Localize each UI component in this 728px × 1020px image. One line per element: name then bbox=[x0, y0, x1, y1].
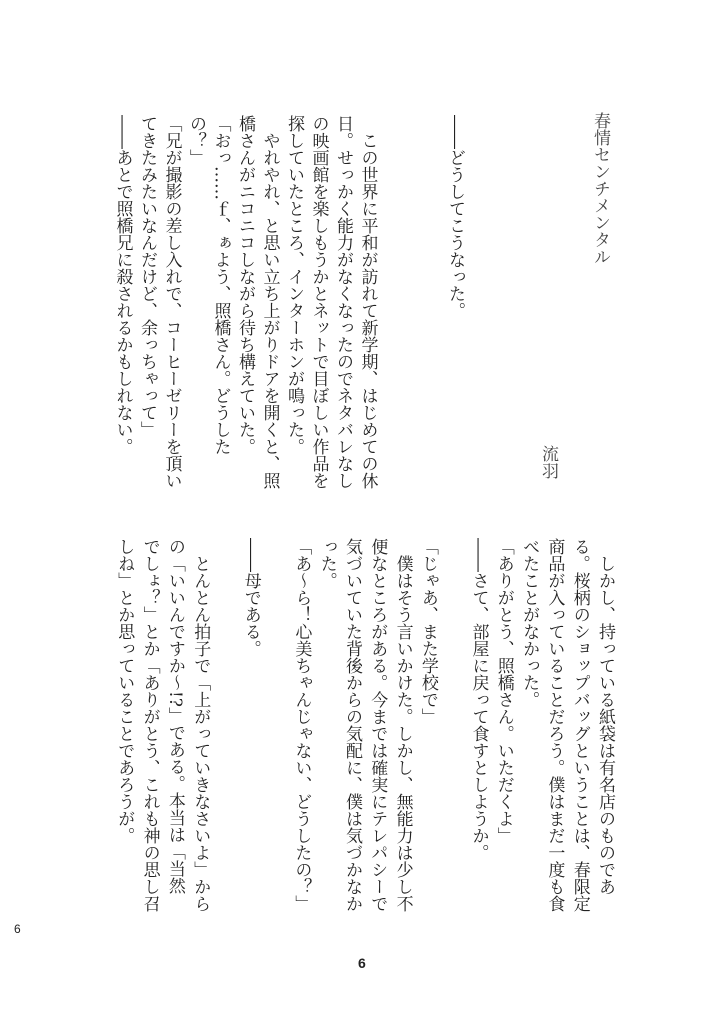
dash-line: ――あとで照橋兄に殺されるかもしれない。 bbox=[112, 115, 133, 455]
body-line: 便なところがある。今までは確実にテレパシーで bbox=[367, 538, 388, 912]
story-title: 春情センチメンタル bbox=[590, 112, 610, 265]
body-line: 探していたところ、インターホンが鳴った。 bbox=[284, 115, 304, 455]
body-line: 日。せっかく能力がなくなったのでネタバレなし bbox=[333, 115, 353, 489]
body-line: やれやれ、と思い立ち上がりドアを開くと、照 bbox=[259, 115, 280, 489]
body-line: この世界に平和が訪れて新学期、はじめての休 bbox=[357, 115, 378, 489]
body-line: 橋さんがニコニコしながら待ち構えていた。 bbox=[235, 115, 255, 455]
body-line: 「おっ……ｆ、ぁよう、照橋さん。どうした bbox=[210, 115, 231, 455]
body-line: 商品が入っていることだろう。僕はまだ一度も食 bbox=[544, 538, 565, 912]
dash-line: ――母である。 bbox=[240, 538, 261, 657]
body-line: てきたみたいなんだけど、余っちゃって」 bbox=[137, 115, 157, 438]
body-line: 気づいていた背後からの気配に、僕は気づかなか bbox=[342, 538, 362, 912]
body-line: の「いいんですか～!?」である。本当は「当然 bbox=[164, 538, 185, 894]
body-line: しかし、持っている紙袋は有名店のものであ bbox=[595, 538, 615, 895]
body-line: 「兄が撮影の差し入れで、コーヒーゼリーを頂い bbox=[161, 115, 182, 489]
body-line: べたことがなかった。 bbox=[519, 538, 540, 708]
author-name: 流羽 bbox=[538, 445, 558, 479]
body-line: しね」とか思っていることであろうが。 bbox=[114, 538, 135, 844]
body-line: 「ありがとう、照橋さん。いただくよ」 bbox=[493, 538, 514, 844]
body-line: る。桜柄のショップバッグということは、春限定 bbox=[569, 538, 590, 912]
body-line: の？」 bbox=[186, 115, 206, 166]
body-line: 「あ～ら！心美ちゃんじゃない、どうしたの？」 bbox=[291, 538, 312, 912]
dash-line: ――どうしてこうなった。 bbox=[445, 115, 465, 319]
body-line: でしょ？」とか「ありがとう、これも神の思し召 bbox=[139, 538, 160, 912]
page-number: 6 bbox=[358, 955, 366, 971]
body-line: 「じゃあ、また学校で」 bbox=[417, 538, 438, 725]
body-line: の映画館を楽しもうかとネットで目ぼしい作品を bbox=[308, 115, 329, 489]
dash-line: ――さて、部屋に戻って食すとしようか。 bbox=[468, 538, 489, 861]
body-line: とんとん拍子で「上がっていきなさいよ」から bbox=[190, 538, 211, 912]
body-line: った。 bbox=[316, 538, 337, 589]
body-line: 僕はそう言いかけた。しかし、無能力は少し不 bbox=[392, 538, 413, 912]
side-page-number: 6 bbox=[14, 922, 21, 936]
